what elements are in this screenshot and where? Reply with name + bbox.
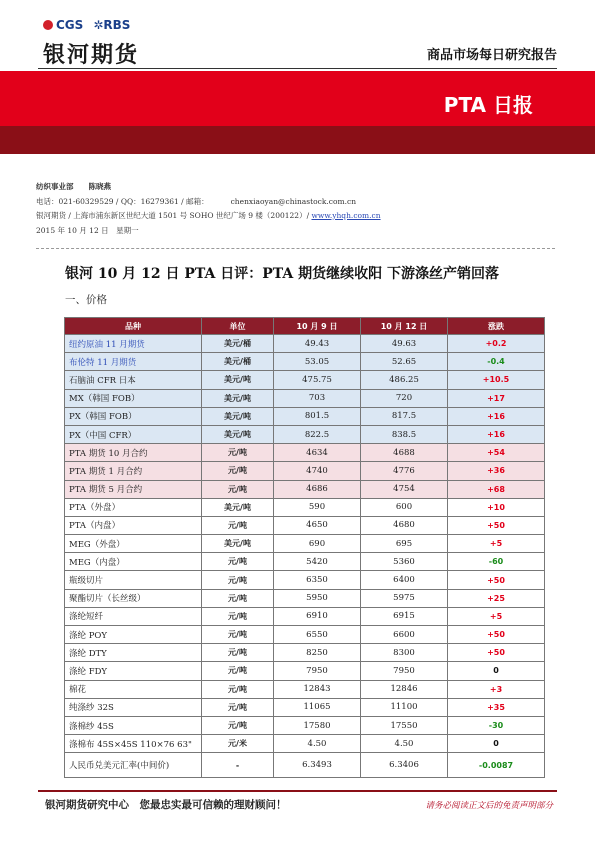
cell-chg: -0.0087 <box>448 753 545 778</box>
author-name: 陈晓燕 <box>88 182 111 191</box>
cell-d1: 49.43 <box>274 335 361 353</box>
footer-disclaimer: 请务必阅读正文后的免责声明部分 <box>425 801 553 811</box>
cell-d2: 6600 <box>361 626 448 644</box>
website-link[interactable]: www.yhqh.com.cn <box>311 211 381 220</box>
cell-d2: 6.3406 <box>361 753 448 778</box>
cell-chg: +5 <box>448 607 545 625</box>
cell-chg: +25 <box>448 589 545 607</box>
cgs-logo-text: CGS <box>56 18 84 32</box>
cell-unit: 元/吨 <box>202 698 274 716</box>
cell-chg: +36 <box>448 462 545 480</box>
cell-d1: 4740 <box>274 462 361 480</box>
cell-unit: 元/吨 <box>202 626 274 644</box>
cell-d2: 11100 <box>361 698 448 716</box>
cell-name: PTA 期货 1 月合约 <box>65 462 202 480</box>
header-divider <box>38 68 557 69</box>
table-row <box>65 498 545 516</box>
cell-name: PTA（内盘） <box>65 516 202 534</box>
cell-d1: 6.3493 <box>274 753 361 778</box>
table-row <box>65 353 545 371</box>
rbs-logo-text: RBS <box>103 18 131 32</box>
cell-chg: -60 <box>448 553 545 571</box>
cell-unit: 元/吨 <box>202 571 274 589</box>
cell-chg: +3 <box>448 680 545 698</box>
cell-chg: +68 <box>448 480 545 498</box>
cell-name: 涤纶 FDY <box>65 662 202 680</box>
banner-title: PTA 日报 <box>443 93 533 117</box>
cell-name: 涤棉纱 45S <box>65 716 202 734</box>
cell-d2: 838.5 <box>361 425 448 443</box>
cell-name: 纯涤纱 32S <box>65 698 202 716</box>
cell-unit: 元/吨 <box>202 662 274 680</box>
address-line: 银河期货 / 上海市浦东新区世纪大道 1501 号 SOHO 世纪广场 9 楼（200122）/ <box>36 211 310 220</box>
cell-chg: +17 <box>448 389 545 407</box>
table-row <box>65 516 545 534</box>
report-date: 2015 年 10 月 12 日 星期一 <box>36 225 139 235</box>
cell-d2: 4680 <box>361 516 448 534</box>
document-title: 银河 10 月 12 日 PTA 日评：PTA 期货继续收阳 下游涤丝产销回落 <box>65 266 500 282</box>
col-header-unit: 单位 <box>202 318 274 335</box>
cell-d2: 4.50 <box>361 735 448 753</box>
cell-d1: 8250 <box>274 644 361 662</box>
table-row <box>65 535 545 553</box>
table-row <box>65 407 545 425</box>
cell-name: 涤纶 DTY <box>65 644 202 662</box>
cell-d1: 6550 <box>274 626 361 644</box>
col-header-date1: 10 月 9 日 <box>274 318 361 335</box>
cell-chg: +16 <box>448 425 545 443</box>
company-name: 银河期货 <box>43 43 140 68</box>
cell-d1: 6350 <box>274 571 361 589</box>
cell-d1: 11065 <box>274 698 361 716</box>
cell-unit: 元/吨 <box>202 716 274 734</box>
cell-unit: 元/吨 <box>202 553 274 571</box>
cell-name: 纽约原油 11 月期货 <box>65 335 202 353</box>
logo-row <box>43 18 130 32</box>
email-link[interactable]: chenxiaoyan@chinastock.com.cn <box>230 196 357 206</box>
cell-d2: 8300 <box>361 644 448 662</box>
cell-d1: 4634 <box>274 444 361 462</box>
cell-d1: 53.05 <box>274 353 361 371</box>
cell-name: MEG（外盘） <box>65 535 202 553</box>
table-row <box>65 698 545 716</box>
banner-shadow-bar <box>0 126 595 154</box>
table-row <box>65 626 545 644</box>
cell-d2: 49.63 <box>361 335 448 353</box>
cell-unit: - <box>202 753 274 778</box>
table-row <box>65 371 545 389</box>
cell-d1: 801.5 <box>274 407 361 425</box>
cell-chg: +16 <box>448 407 545 425</box>
author-dept: 纺织事业部 <box>36 182 74 191</box>
table-row <box>65 571 545 589</box>
cell-d2: 4688 <box>361 444 448 462</box>
cell-name: 布伦特 11 月期货 <box>65 353 202 371</box>
footer-divider <box>38 790 557 792</box>
cgs-logo <box>43 18 83 32</box>
table-row <box>65 335 545 353</box>
cell-name: 聚酯切片（长丝级） <box>65 589 202 607</box>
cell-d2: 7950 <box>361 662 448 680</box>
cell-name: MX（韩国 FOB） <box>65 389 202 407</box>
rbs-logo: ✲RBS <box>93 18 131 32</box>
table-row <box>65 607 545 625</box>
cell-unit: 元/吨 <box>202 462 274 480</box>
cell-name: 涤纶 POY <box>65 626 202 644</box>
cell-name: 石脑油 CFR 日本 <box>65 371 202 389</box>
cell-name: 棉花 <box>65 680 202 698</box>
cell-name: PTA 期货 10 月合约 <box>65 444 202 462</box>
table-row <box>65 644 545 662</box>
table-row <box>65 425 545 443</box>
cell-d1: 4.50 <box>274 735 361 753</box>
cell-name: PTA 期货 5 月合约 <box>65 480 202 498</box>
cell-name: 涤棉布 45S×45S 110×76 63" <box>65 735 202 753</box>
table-header-row <box>65 318 545 335</box>
cell-chg: 0 <box>448 662 545 680</box>
cell-d1: 12843 <box>274 680 361 698</box>
cell-chg: +0.2 <box>448 335 545 353</box>
cell-chg: +50 <box>448 516 545 534</box>
cell-unit: 美元/桶 <box>202 353 274 371</box>
cell-d2: 695 <box>361 535 448 553</box>
price-table <box>64 317 545 778</box>
cell-d2: 600 <box>361 498 448 516</box>
cell-d2: 6915 <box>361 607 448 625</box>
report-type: 商品市场每日研究报告 <box>426 48 557 63</box>
table-row <box>65 753 545 778</box>
cell-d1: 703 <box>274 389 361 407</box>
cell-d2: 4776 <box>361 462 448 480</box>
cell-d1: 6910 <box>274 607 361 625</box>
table-row <box>65 735 545 753</box>
table-row <box>65 444 545 462</box>
table-row <box>65 389 545 407</box>
cell-unit: 元/吨 <box>202 444 274 462</box>
cell-d1: 475.75 <box>274 371 361 389</box>
cell-unit: 美元/吨 <box>202 535 274 553</box>
cell-d2: 4754 <box>361 480 448 498</box>
cell-d1: 4686 <box>274 480 361 498</box>
footer-slogan: 银河期货研究中心 您最忠实最可信赖的理财顾问！ <box>45 799 287 811</box>
cell-d1: 690 <box>274 535 361 553</box>
cell-chg: +50 <box>448 571 545 589</box>
col-header-name: 品种 <box>65 318 202 335</box>
author-info <box>36 180 381 238</box>
info-divider <box>36 248 555 249</box>
table-row <box>65 462 545 480</box>
cell-d2: 5975 <box>361 589 448 607</box>
cell-d2: 52.65 <box>361 353 448 371</box>
cell-d2: 5360 <box>361 553 448 571</box>
cell-d2: 12846 <box>361 680 448 698</box>
table-row <box>65 553 545 571</box>
cell-name: 瓶级切片 <box>65 571 202 589</box>
cell-d2: 17550 <box>361 716 448 734</box>
cell-unit: 美元/吨 <box>202 498 274 516</box>
cell-unit: 美元/吨 <box>202 371 274 389</box>
contact-line: 电话：021-60329529 / QQ：16279361 / 邮箱： <box>36 196 209 206</box>
cell-chg: +10 <box>448 498 545 516</box>
cell-d2: 720 <box>361 389 448 407</box>
cell-d1: 5420 <box>274 553 361 571</box>
cell-name: MEG（内盘） <box>65 553 202 571</box>
cell-chg: +54 <box>448 444 545 462</box>
section-heading: 一、价格 <box>65 294 107 306</box>
table-row <box>65 716 545 734</box>
cell-d2: 6400 <box>361 571 448 589</box>
cell-chg: -0.4 <box>448 353 545 371</box>
cell-name: PX（中国 CFR） <box>65 425 202 443</box>
cell-d1: 17580 <box>274 716 361 734</box>
col-header-change: 涨跌 <box>448 318 545 335</box>
cell-d1: 7950 <box>274 662 361 680</box>
cell-d1: 822.5 <box>274 425 361 443</box>
cell-unit: 美元/吨 <box>202 425 274 443</box>
cell-chg: +5 <box>448 535 545 553</box>
cell-unit: 元/吨 <box>202 516 274 534</box>
cell-unit: 美元/吨 <box>202 407 274 425</box>
cell-name: PTA（外盘） <box>65 498 202 516</box>
cgs-logo-icon <box>43 20 53 30</box>
cell-unit: 元/吨 <box>202 607 274 625</box>
cell-name: PX（韩国 FOB） <box>65 407 202 425</box>
cell-unit: 元/米 <box>202 735 274 753</box>
table-row <box>65 662 545 680</box>
cell-d2: 486.25 <box>361 371 448 389</box>
cell-name: 人民币兑美元汇率(中间价) <box>65 753 202 778</box>
cell-d1: 5950 <box>274 589 361 607</box>
cell-unit: 美元/吨 <box>202 389 274 407</box>
cell-chg: +10.5 <box>448 371 545 389</box>
cell-unit: 美元/桶 <box>202 335 274 353</box>
cell-unit: 元/吨 <box>202 480 274 498</box>
cell-d1: 4650 <box>274 516 361 534</box>
table-row <box>65 480 545 498</box>
cell-d1: 590 <box>274 498 361 516</box>
table-row <box>65 589 545 607</box>
cell-chg: +35 <box>448 698 545 716</box>
cell-d2: 817.5 <box>361 407 448 425</box>
cell-chg: +50 <box>448 626 545 644</box>
cell-unit: 元/吨 <box>202 589 274 607</box>
cell-unit: 元/吨 <box>202 680 274 698</box>
table-row <box>65 680 545 698</box>
cell-chg: -30 <box>448 716 545 734</box>
cell-chg: +50 <box>448 644 545 662</box>
cell-chg: 0 <box>448 735 545 753</box>
cell-unit: 元/吨 <box>202 644 274 662</box>
title-banner <box>0 71 595 126</box>
col-header-date2: 10 月 12 日 <box>361 318 448 335</box>
cell-name: 涤纶短纤 <box>65 607 202 625</box>
